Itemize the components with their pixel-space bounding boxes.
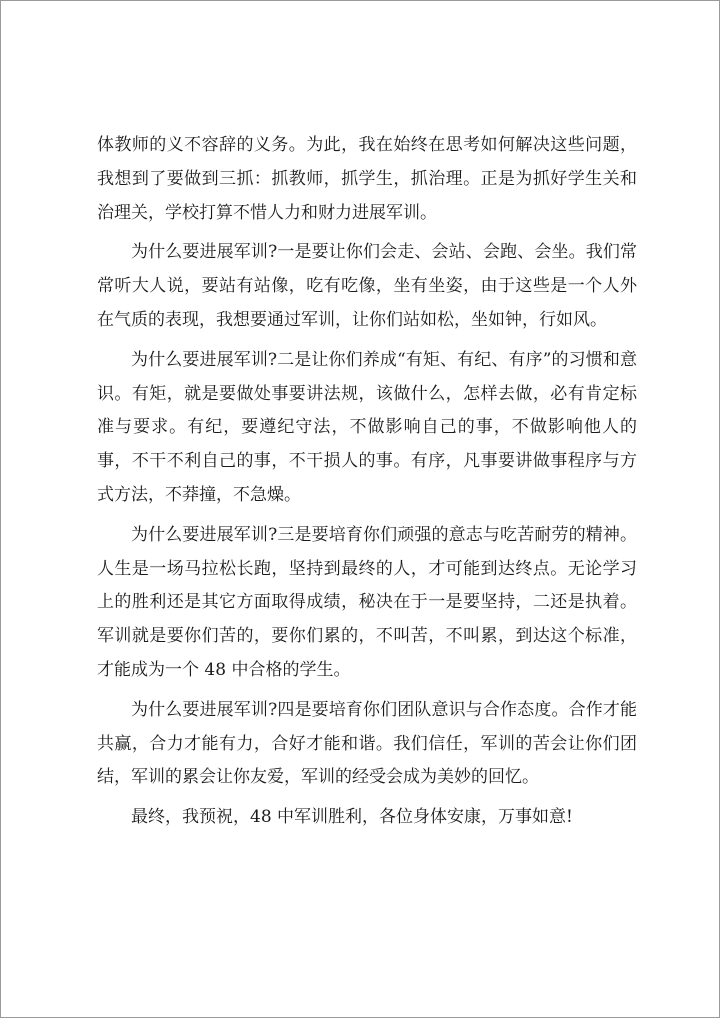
document-body: [97, 129, 637, 841]
paragraph-habits: 为什么要进展军训?二是让你们养成“有矩、有纪、有序”的习惯和意识。有矩，就是要做处事要讲法规，该做什么，怎样去做，必有肯定标准与要求。有纪，要遵纪守法，不做影响自己的事，不做影响他人的事，不干不利自己的事，不干损人的事。有序，凡事要讲做事程序与方式方法，不莽撞，不急燥。: [97, 349, 637, 505]
paragraph-continued: 体教师的义不容辞的义务。为此，我在始终在思考如何解决这些问题，我想到了要做到三抓：抓教师，抓学生，抓治理。正是为抓好学生关和治理关，学校打算不惜人力和财力进展军训。: [97, 135, 637, 223]
paragraph-walk-stand: 为什么要进展军训?一是要让你们会走、会站、会跑、会坐。我们常常听大人说，要站有站像，吃有吃像，坐有坐姿，由于这些是一个人外在气质的表现，我想要通过军训，让你们站如松，坐如钟，行如风。: [97, 242, 637, 330]
paragraph-closing: 最终，我预祝，48 中军训胜利，各位身体安康，万事如意!: [131, 807, 573, 828]
paragraph-willpower: 为什么要进展军训?三是要培育你们顽强的意志与吃苦耐劳的精神。人生是一场马拉松长跑，坚持到最终的人，才可能到达终点。无论学习上的胜利还是其它方面取得成绩，秘决在于一是要坚持，二还是执着。军训就是要你们苦的，要你们累的，不叫苦，不叫累，到达这个标准，才能成为一个 48 中合格的学生。: [97, 524, 637, 680]
paragraph-teamwork: 为什么要进展军训?四是要培育你们团队意识与合作态度。合作才能共赢，合力才能有力，合好才能和谐。我们信任，军训的苦会让你们团结，军训的累会让你友爱，军训的经受会成为美妙的回忆。: [97, 699, 637, 788]
